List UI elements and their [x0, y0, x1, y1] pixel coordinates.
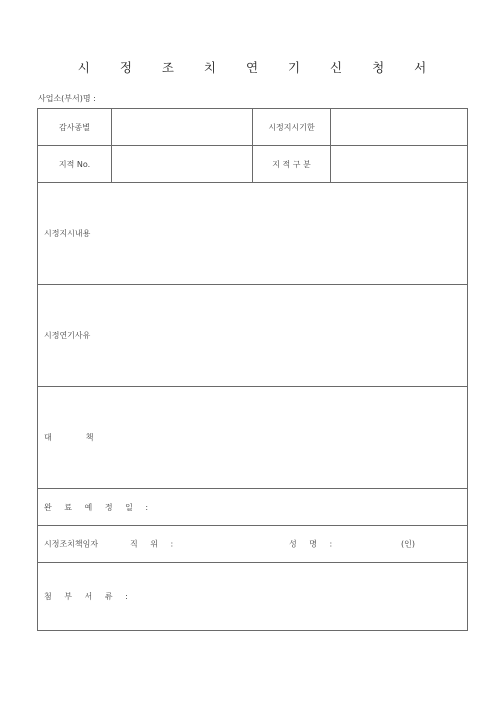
countermeasure-field[interactable] [38, 387, 468, 489]
extension-reason-field[interactable] [38, 285, 468, 387]
finding-category-field[interactable] [331, 146, 468, 183]
correction-content-row [38, 183, 468, 285]
attachments-field[interactable] [38, 563, 468, 631]
document-title: 시 정 조 치 연 기 신 청 서 [77, 60, 440, 75]
extension-request-form [37, 108, 468, 631]
finding-row [38, 146, 468, 183]
correction-deadline-label: 시정지시기한 [253, 109, 331, 146]
completion-date-label: 완 료 예 정 일 : [44, 502, 154, 512]
seal-label: (인) [401, 539, 415, 549]
completion-date-row [38, 489, 468, 526]
responsible-person-label: 시정조치책임자 [44, 539, 99, 549]
audit-type-row [38, 109, 468, 146]
countermeasure-label-a: 대 [44, 433, 52, 442]
responsible-person-field[interactable] [38, 526, 468, 563]
countermeasure-row [38, 387, 468, 489]
finding-no-label: 지적 No. [38, 146, 112, 183]
countermeasure-label-b: 책 [85, 433, 94, 442]
correction-content-label: 시정지시내용 [44, 229, 91, 238]
extension-reason-label: 시정연기사유 [44, 331, 91, 340]
extension-reason-row [38, 285, 468, 387]
workplace-label: 사업소(부서)명 : [38, 94, 96, 103]
finding-no-field[interactable] [112, 146, 253, 183]
attachments-label: 첨 부 서 류 : [44, 592, 133, 601]
correction-deadline-field[interactable] [331, 109, 468, 146]
name-label: 성 명 : [289, 539, 338, 549]
attachments-row [38, 563, 468, 631]
finding-category-label: 지 적 구 분 [253, 146, 331, 183]
audit-type-field[interactable] [112, 109, 253, 146]
audit-type-label: 감사종별 [38, 109, 112, 146]
position-label: 직 위 : [130, 539, 179, 549]
correction-content-field[interactable] [38, 183, 468, 285]
responsible-person-row [38, 526, 468, 563]
completion-date-field[interactable] [38, 489, 468, 526]
